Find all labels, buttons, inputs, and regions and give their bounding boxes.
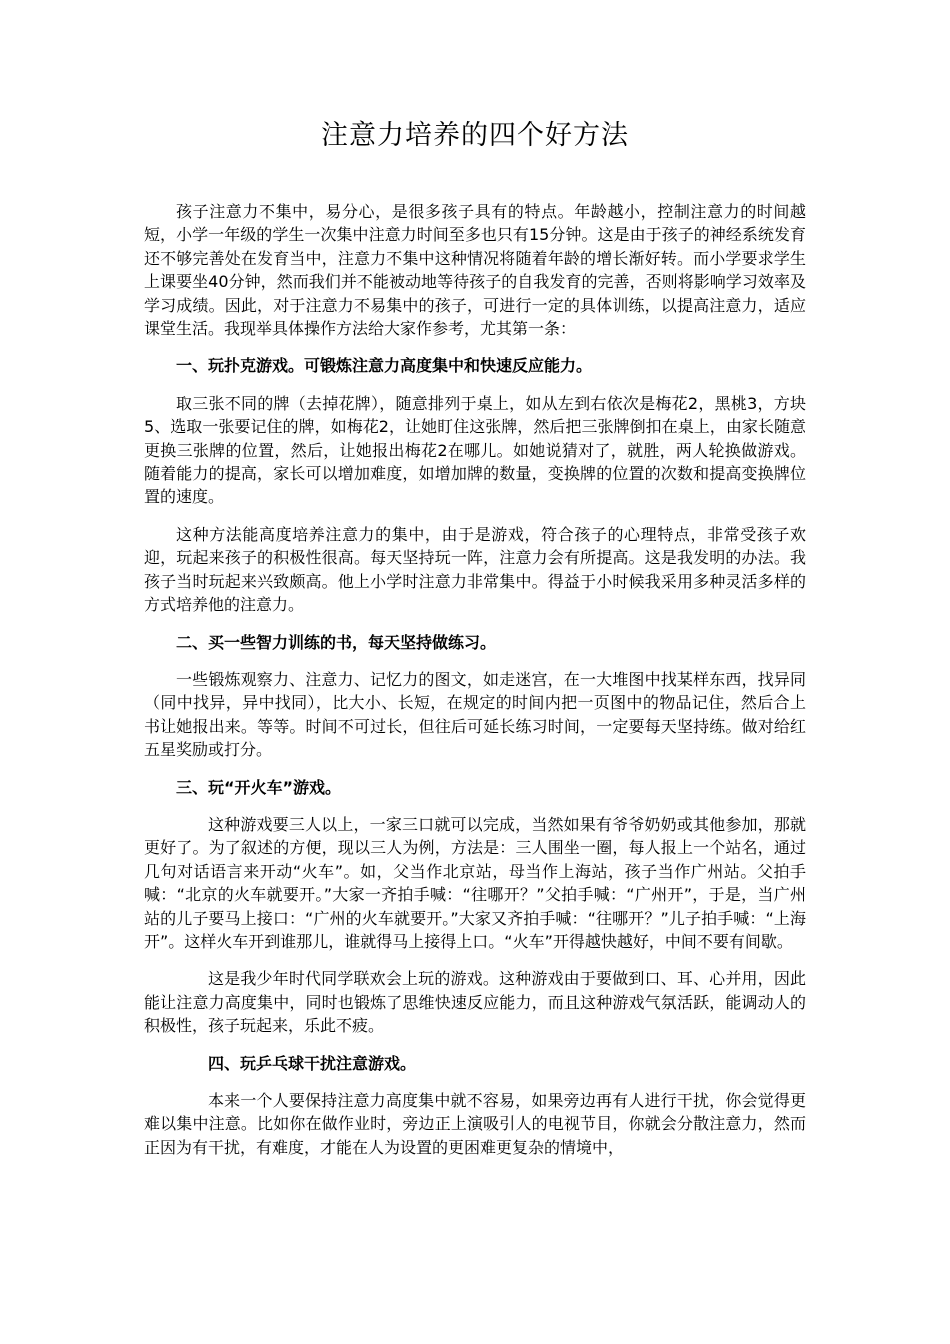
section-1-paragraph-1: 取三张不同的牌（去掉花牌），随意排列于桌上，如从左到右依次是梅花2，黑桃3，方块5、选取一张要记住的牌，如梅花2，让她盯住这张牌，然后把三张牌倒扣在桌上，由家长随意更换三张牌的位置，然后，让她报出梅花2在哪儿。如她说猜对了，就胜，两人轮换做游戏。随着能力的提高，家长可以增加难度，如增加牌的数量，变换牌的位置的次数和提高变换牌位置的速度。	[144, 393, 806, 507]
section-4-paragraph-1: 本来一个人要保持注意力高度集中就不容易，如果旁边再有人进行干扰，你会觉得更难以集中注意。比如你在做作业时，旁边正上演吸引人的电视节目，你就会分散注意力，然而正因为有干扰，有难度，才能在人为设置的更困难更复杂的情境中，	[144, 1091, 806, 1157]
section-3-paragraph-2: 这是我少年时代同学联欢会上玩的游戏。这种游戏由于要做到口、耳、心并用，因此能让注意力高度集中，同时也锻炼了思维快速反应能力，而且这种游戏气氛活跃，能调动人的积极性，孩子玩起来，乐此不疲。	[144, 969, 806, 1036]
section-4-heading: 四、玩乒乓球干扰注意游戏。	[208, 1053, 417, 1073]
section-2-paragraph-1: 一些锻炼观察力、注意力、记忆力的图文，如走迷宫，在一大堆图中找某样东西，找异同（同中找异，异中找同），比大小、长短，在规定的时间内把一页图中的物品记住，然后合上书让她报出来。等等。时间不可过长，但往后可延长练习时间，一定要每天坚持练。做对给红五星奖励或打分。	[144, 669, 806, 760]
section-1-paragraph-2: 这种方法能高度培养注意力的集中，由于是游戏，符合孩子的心理特点，非常受孩子欢迎，玩起来孩子的积极性很高。每天坚持玩一阵，注意力会有所提高。这是我发明的办法。我孩子当时玩起来兴致颇高。他上小学时注意力非常集中。得益于小时候我采用多种灵活多样的方式培养他的注意力。	[144, 524, 806, 615]
intro-paragraph: 孩子注意力不集中，易分心，是很多孩子具有的特点。年龄越小，控制注意力的时间越短，小学一年级的学生一次集中注意力时间至多也只有15分钟。这是由于孩子的神经系统发育还不够完善处在发育当中，注意力不集中这种情况将随着年龄的增长渐好转。而小学要求学生上课要坐40分钟，然而我们并不能被动地等待孩子的自我发育的完善，否则将影响学习效率及学习成绩。因此，对于注意力不易集中的孩子，可进行一定的具体训练，以提高注意力，适应课堂生活。我现举具体操作方法给大家作参考，尤其第一条：	[144, 202, 806, 339]
section-1-heading: 一、玩扑克游戏。可锻炼注意力高度集中和快速反应能力。	[176, 356, 593, 376]
document-title: 注意力培养的四个好方法	[321, 120, 629, 151]
section-3-paragraph-1: 这种游戏要三人以上，一家三口就可以完成，当然如果有爷爷奶奶或其他参加，那就更好了。为了叙述的方便，现以三人为例，方法是：三人围坐一圈，每人报上一个站名，通过几句对话语言来开动“火车”。如，父当作北京站，母当作上海站，孩子当作广州站。父拍手喊：“北京的火车就要开。”大家一齐拍手喊：“往哪开？”父拍手喊：“广州开”，于是，当广州站的儿子要马上接口：“广州的火车就要开。”大家又齐拍手喊：“往哪开？”儿子拍手喊：“上海开”。这样火车开到谁那儿，谁就得马上接得上口。“火车”开得越快越好，中间不要有间歇。	[144, 814, 806, 951]
section-3-heading: 三、玩“开火车”游戏。	[176, 777, 342, 797]
document-body	[144, 200, 806, 1173]
section-2-heading: 二、买一些智力训练的书，每天坚持做练习。	[176, 632, 497, 652]
